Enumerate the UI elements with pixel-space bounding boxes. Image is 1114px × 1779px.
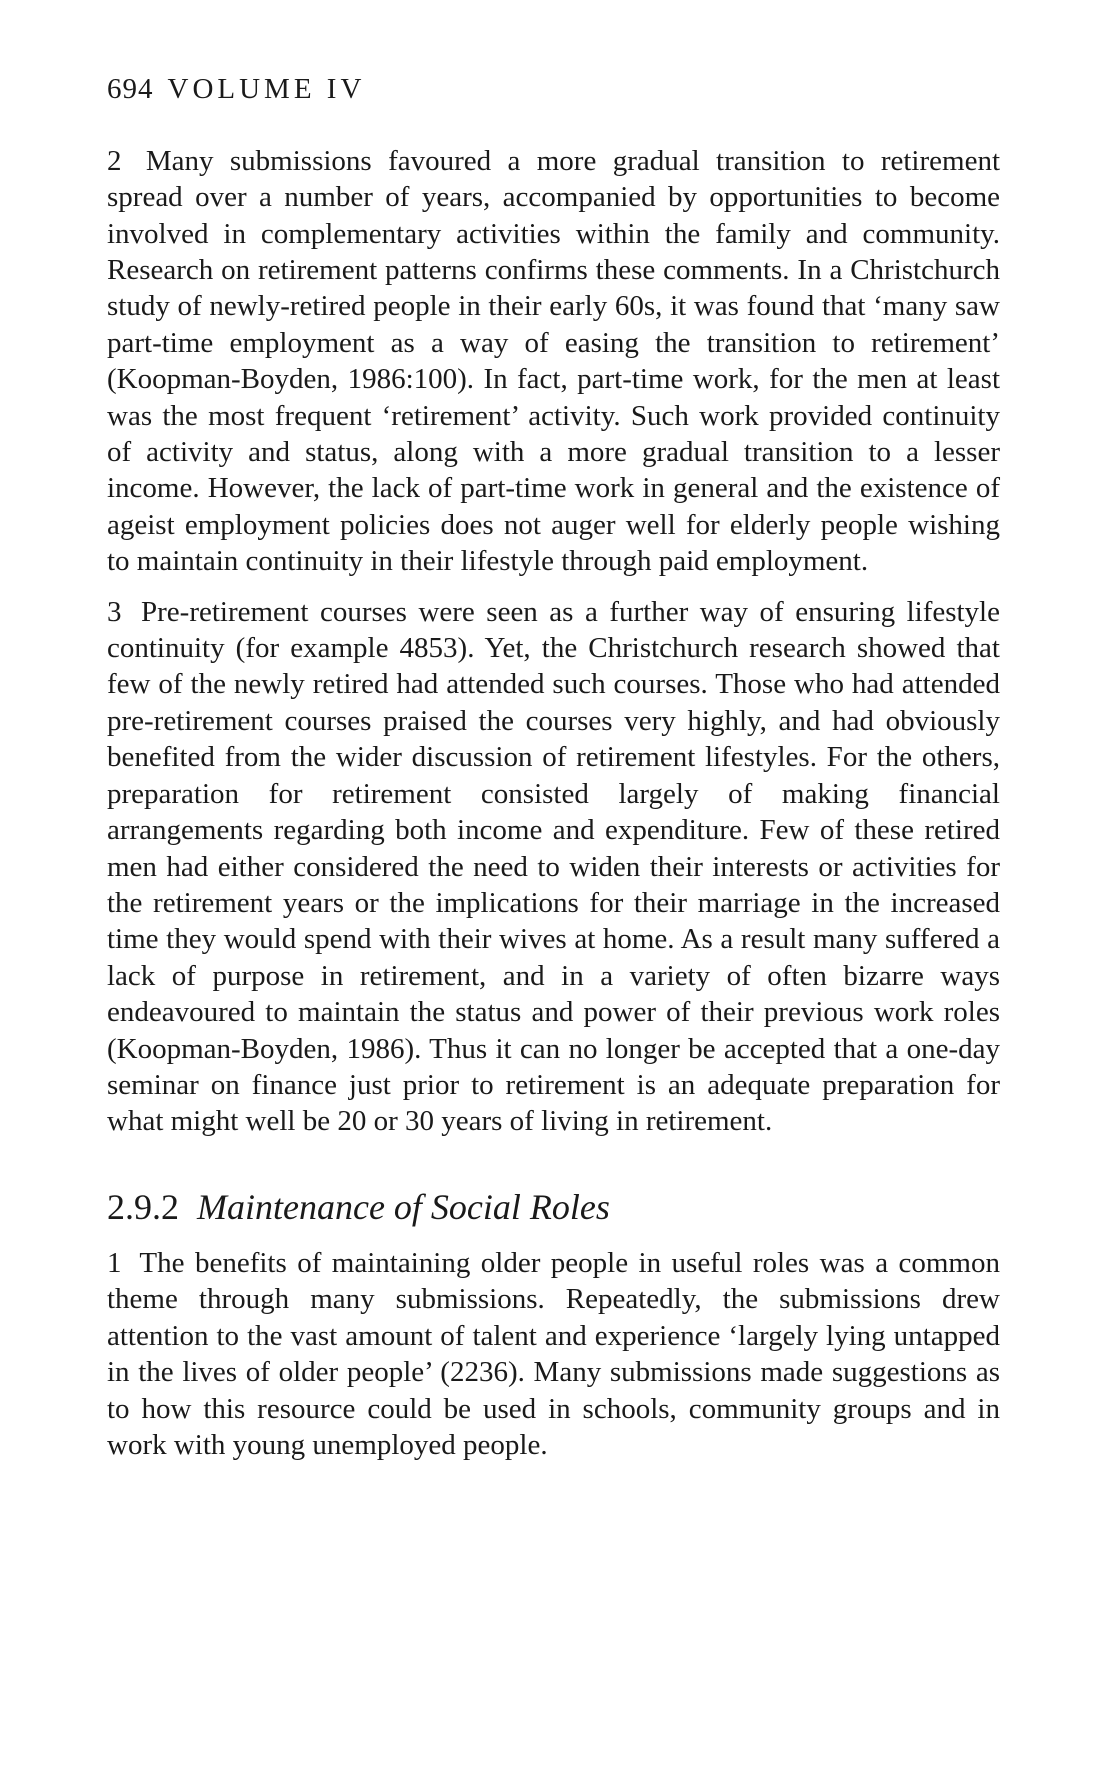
running-title: VOLUME IV	[167, 73, 366, 105]
running-header	[107, 72, 1000, 107]
section-heading	[107, 1186, 1000, 1229]
section-number: 2.9.2	[107, 1186, 179, 1227]
page-number: 694	[107, 73, 154, 105]
paragraph-3	[107, 594, 1000, 1140]
paragraph-text: Many submissions favoured a more gradual transition to retirement spread over a number of years, accompanied by opportunities to become involved in complementary activities within the family and community. Research on retirement patterns confirms these comments. In a Christchurch study of newly-retired people in their early 60s, it was found that ‘many saw part-time employment as a way of easing the transition to retirement’ (Koopman-Boyden, 1986:100). In fact, part-time work, for the men at least was the most frequent ‘retirement’ activity. Such work provided continuity of activity and status, along with a more gradual transition to a lesser income. However, the lack of part-time work in general and the existence of ageist employment policies does not auger well for elderly people wishing to maintain continuity in their lifestyle through paid employment.	[107, 144, 1001, 578]
paragraph-number: 3	[107, 595, 122, 628]
document-page	[107, 72, 1000, 1477]
paragraph-2	[107, 143, 1000, 580]
paragraph-number: 1	[107, 1246, 122, 1279]
paragraph-text: Pre-retirement courses were seen as a further way of ensuring lifestyle continuity (for example 4853). Yet, the Christchurch research showed that few of the newly retired had attended such courses. Those who had attended pre-retirement courses praised the courses very highly, and had obviously benefited from the wider discussion of retirement lifestyles. For the others, preparation for retirement consisted largely of making financial arrangements regarding both income and expenditure. Few of these retired men had either considered the need to widen their interests or activities for the retirement years or the implications for their marriage in the increased time they would spend with their wives at home. As a result many suffered a lack of purpose in retirement, and in a variety of often bizarre ways endeavoured to maintain the status and power of their previous work roles (Koopman-Boyden, 1986). Thus it can no longer be accepted that a one-day seminar on finance just prior to retirement is an adequate preparation for what might well be 20 or 30 years of living in retirement.	[107, 595, 1000, 1138]
paragraph-1	[107, 1245, 1000, 1463]
paragraph-text: The benefits of maintaining older people in useful roles was a common theme through many submissions. Repeatedly, the submissions drew attention to the vast amount of talent and experience ‘largely lying untapped in the lives of older people’ (2236). Many submissions made suggestions as to how this resource could be used in schools, community groups and in work with young unemployed people.	[107, 1246, 1000, 1461]
paragraph-number: 2	[107, 144, 122, 177]
section-title: Maintenance of Social Roles	[197, 1186, 610, 1227]
